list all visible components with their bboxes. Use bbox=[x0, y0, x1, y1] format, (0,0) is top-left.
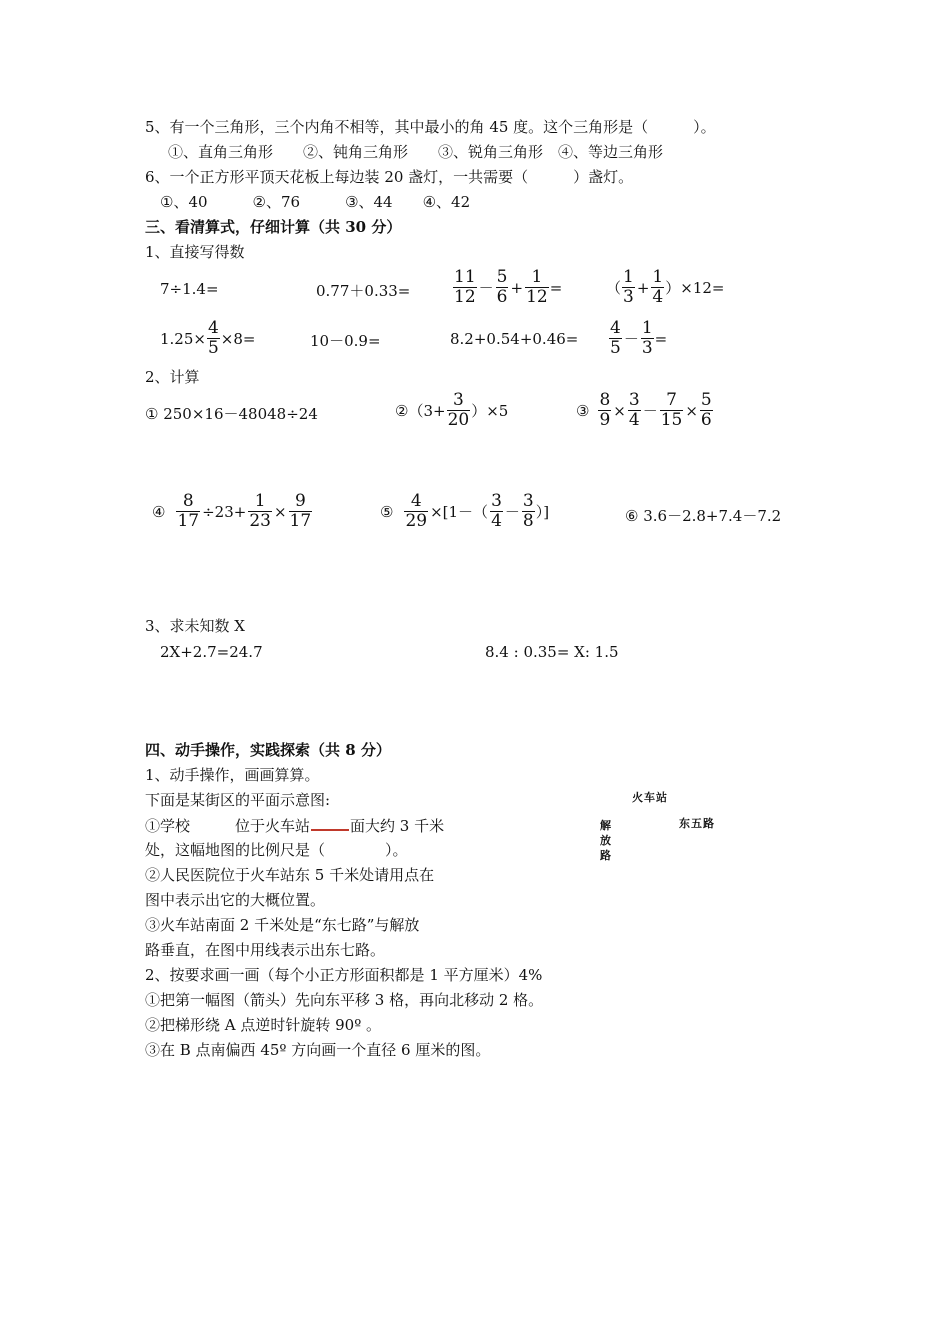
school-line: ①学校 位于火车站 面大约 3 千米 bbox=[145, 817, 445, 835]
direct-calc-2-text: 0.77＋0.33= bbox=[316, 282, 411, 300]
section-4-part-1-title: 1、动手操作，画画算算。 bbox=[145, 766, 320, 784]
fraction: $\frac{3}{4}$ bbox=[628, 390, 640, 430]
direct-calc-6: 10－0.9= bbox=[310, 332, 381, 350]
scale-line: 处，这幅地图的比例尺是（ ）。 bbox=[145, 841, 408, 859]
section-3-title: 三、看清算式，仔细计算（共 30 分） bbox=[145, 218, 402, 236]
section-4-title: 四、动手操作，实践探索（共 8 分） bbox=[145, 741, 391, 759]
fraction: $\frac{4}{29}$ bbox=[405, 491, 428, 531]
fraction: $\frac{8}{17}$ bbox=[177, 491, 200, 531]
map-intro: 下面是某街区的平面示意图: bbox=[145, 791, 331, 809]
map-label-east-5th-road: 东五路 bbox=[679, 817, 715, 830]
question-5-options: ①、直角三角形 ②、钝角三角形 ③、锐角三角形 ④、等边三角形 bbox=[168, 143, 664, 161]
hospital-line-2: 图中表示出它的大概位置。 bbox=[145, 891, 326, 909]
calc-2: ②（3+ $\frac{3}{20}$ ）×5 bbox=[395, 390, 509, 430]
direct-calc-4: （ $\frac{1}{3}$ + $\frac{1}{4}$ ）×12= bbox=[606, 267, 725, 307]
draw-task-3: ③在 B 点南偏西 45º 方向画一个直径 6 厘米的图。 bbox=[145, 1041, 491, 1059]
calc-6: ⑥ 3.6－2.8+7.4－7.2 bbox=[625, 507, 782, 525]
section-4-part-2-title: 2、按要求画一画（每个小正方形面积都是 1 平方厘米）4% bbox=[145, 966, 543, 984]
calc-1: ① 250×16－48048÷24 bbox=[145, 405, 318, 423]
fraction: $\frac{1}{4}$ bbox=[652, 267, 664, 307]
fraction: $\frac{1}{12}$ bbox=[526, 267, 548, 307]
road-line-2: 路垂直，在图中用线表示出东七路。 bbox=[145, 941, 386, 959]
fraction: $\frac{7}{15}$ bbox=[660, 390, 683, 430]
fraction: $\frac{4}{5}$ bbox=[610, 318, 621, 358]
direct-calc-8: $\frac{4}{5}$ － $\frac{1}{3}$ = bbox=[610, 318, 668, 358]
fraction: $\frac{4}{5}$ bbox=[207, 318, 219, 358]
fraction: $\frac{1}{3}$ bbox=[641, 318, 653, 358]
equation-1: 2X+2.7=24.7 bbox=[160, 643, 263, 661]
map-label-station: 火车站 bbox=[632, 791, 668, 804]
map-label-jiefang-road: 解放路 bbox=[600, 819, 612, 862]
fraction: $\frac{1}{23}$ bbox=[249, 491, 271, 531]
fraction: $\frac{3}{4}$ bbox=[491, 491, 502, 531]
fraction: $\frac{1}{3}$ bbox=[623, 267, 634, 307]
direct-calc-2 bbox=[316, 280, 410, 301]
fraction: $\frac{11}{12}$ bbox=[454, 267, 476, 307]
question-6-options: ①、40 ②、76 ③、44 ④、42 bbox=[160, 193, 471, 211]
fraction: $\frac{9}{17}$ bbox=[289, 491, 312, 531]
direct-calc-3: $\frac{11}{12}$ － $\frac{5}{6}$ + $\frac{1}{12}$ = bbox=[454, 267, 563, 307]
direct-calc-1 bbox=[160, 280, 219, 298]
fraction: $\frac{5}{6}$ bbox=[700, 390, 712, 430]
draw-task-1: ①把第一幅图（箭头）先向东平移 3 格，再向北移动 2 格。 bbox=[145, 991, 544, 1009]
fraction: $\frac{3}{20}$ bbox=[447, 390, 470, 430]
calc-5: ⑤ $\frac{4}{29}$ ×[1－（ $\frac{3}{4}$ － $\frac{3}{8}$ ）] bbox=[380, 491, 550, 531]
direct-calc-7: 8.2+0.54+0.46= bbox=[450, 330, 579, 348]
fraction: $\frac{5}{6}$ bbox=[496, 267, 508, 307]
direct-calc-1-text: 7÷1.4= bbox=[160, 280, 219, 298]
draw-task-2: ②把梯形绕 A 点逆时针旋转 90º 。 bbox=[145, 1016, 382, 1034]
road-line: ③火车站南面 2 千米处是“东七路”与解放 bbox=[145, 916, 420, 934]
section-3-part-2-title: 2、计算 bbox=[145, 368, 200, 386]
fraction: $\frac{8}{9}$ bbox=[599, 390, 611, 430]
section-3-part-3-title: 3、求未知数 X bbox=[145, 617, 245, 635]
hospital-line: ②人民医院位于火车站东 5 千米处请用点在 bbox=[145, 866, 435, 884]
fraction: $\frac{3}{8}$ bbox=[522, 491, 534, 531]
calc-4: ④ $\frac{8}{17}$ ÷23+ $\frac{1}{23}$ × $\frac{9}{17}$ bbox=[152, 491, 312, 531]
question-6: 6、一个正方形平顶天花板上每边装 20 盏灯，一共需要（ ）盏灯。 bbox=[145, 168, 634, 186]
answer-blank[interactable] bbox=[311, 815, 349, 831]
direct-calc-5: 1.25× $\frac{4}{5}$ ×8= bbox=[160, 318, 256, 358]
equation-2: 8.4 : 0.35= X: 1.5 bbox=[485, 643, 619, 661]
calc-3: ③ $\frac{8}{9}$ × $\frac{3}{4}$ － $\frac{7}{15}$ × $\frac{5}{6}$ bbox=[576, 390, 712, 430]
question-5: 5、有一个三角形，三个内角不相等，其中最小的角 45 度。这个三角形是（ ）。 bbox=[145, 118, 716, 136]
section-3-part-1-title: 1、直接写得数 bbox=[145, 243, 245, 261]
